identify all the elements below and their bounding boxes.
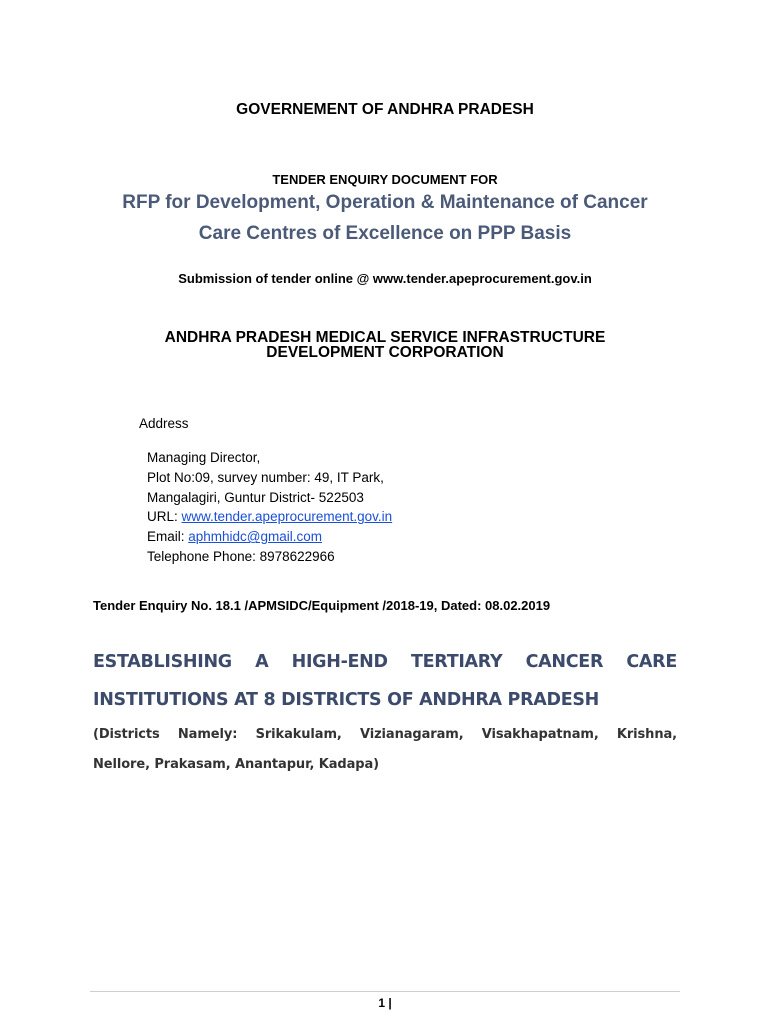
rfp-title-line-2: Care Centres of Excellence on PPP Basis: [198, 223, 572, 244]
email-link[interactable]: aphmhidc@gmail.com: [188, 529, 323, 545]
submission-note: Submission of tender online @ www.tender.apeprocurement.gov.in: [178, 271, 592, 286]
districts-line-2: Nellore, Prakasam, Anantapur, Kadapa): [93, 757, 379, 772]
address-city: Mangalagiri, Guntur District- 522503: [147, 489, 364, 505]
address-plot: Plot No:09, survey number: 49, IT Park,: [147, 469, 384, 485]
enquiry-label: TENDER ENQUIRY DOCUMENT FOR: [272, 172, 498, 187]
corporation-name-line-1: ANDHRA PRADESH MEDICAL SERVICE INFRASTRUCTURE: [164, 329, 606, 346]
address-email-line: [147, 527, 392, 547]
address-block: [147, 448, 392, 567]
url-prefix: URL:: [147, 509, 182, 525]
establishing-heading-line-2: INSTITUTIONS AT 8 DISTRICTS OF ANDHRA PRADESH: [93, 690, 600, 710]
establishing-heading-line-1: ESTABLISHING A HIGH-END TERTIARY CANCER CARE: [93, 652, 677, 672]
address-telephone: Telephone Phone: 8978622966: [147, 548, 335, 564]
footer-divider: [90, 991, 680, 992]
districts-line-1: (Districts Namely: Srikakulam, Vizianagaram, Visakhapatnam, Krishna,: [93, 727, 677, 742]
tender-enquiry-number: Tender Enquiry No. 18.1 /APMSIDC/Equipment /2018-19, Dated: 08.02.2019: [93, 598, 551, 613]
address-url-line: [147, 507, 392, 527]
address-designation: Managing Director,: [147, 450, 261, 465]
url-link[interactable]: www.tender.apeprocurement.gov.in: [181, 509, 393, 525]
corporation-name: [0, 330, 770, 360]
email-prefix: Email:: [147, 529, 189, 545]
page-number: 1 |: [378, 996, 392, 1010]
government-title: GOVERNEMENT OF ANDHRA PRADESH: [236, 101, 534, 118]
rfp-title-line-1: RFP for Development, Operation & Maintenance of Cancer: [122, 192, 648, 213]
address-label: Address: [139, 416, 189, 431]
corporation-name-line-2: DEVELOPMENT CORPORATION: [266, 344, 504, 361]
